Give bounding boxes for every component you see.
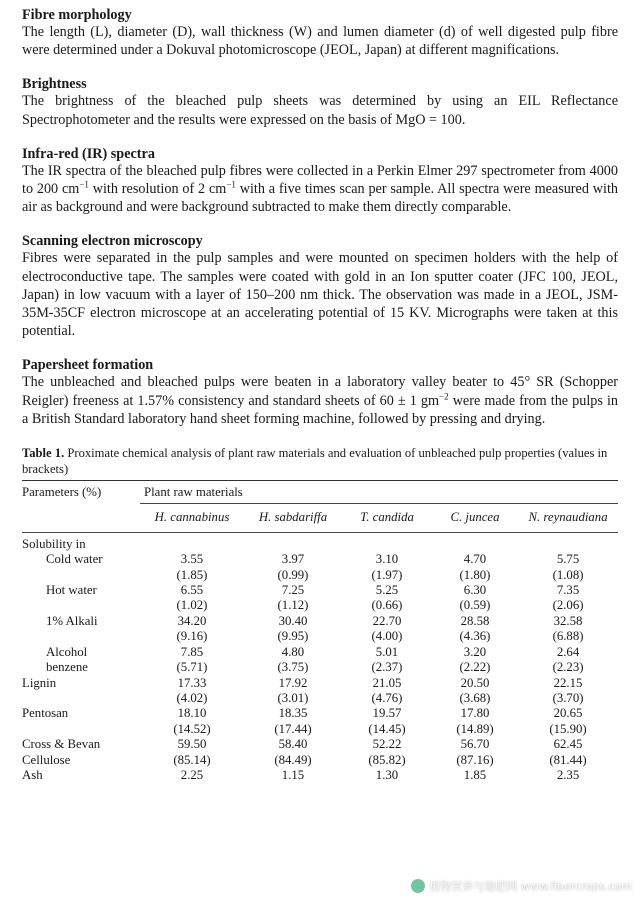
table-cell: 22.15: [553, 675, 583, 690]
species-header: H. sabdariffa: [258, 510, 328, 525]
table-cell: 7.85: [180, 644, 204, 659]
table-cell: 59.50: [177, 737, 207, 752]
table-row: [22, 629, 618, 644]
species-header: H. cannabinus: [154, 510, 230, 525]
table-cell: 5.75: [556, 552, 580, 567]
table-cell: 62.45: [553, 737, 583, 752]
table-cell: [518, 537, 618, 552]
table-cell: (15.90): [549, 721, 587, 736]
section: [22, 76, 618, 128]
table-cell: 2.35: [556, 767, 580, 782]
row-label: Ash: [22, 767, 43, 782]
table-cell: 28.58: [460, 613, 490, 628]
table-cell: (84.49): [274, 752, 312, 767]
table-group-header-row: [22, 481, 618, 500]
row-label: benzene: [46, 660, 88, 675]
table-cell: 7.35: [556, 583, 580, 598]
table-cell: 34.20: [177, 613, 207, 628]
table-cell: 18.10: [177, 706, 207, 721]
table-cell: [244, 537, 342, 552]
table-cell: 3.20: [463, 644, 487, 659]
table-group-underline-row: [22, 500, 618, 510]
table-cell: 4.80: [281, 644, 305, 659]
table-row: [22, 552, 618, 567]
row-label: [22, 691, 140, 706]
section-body: Fibres were separated in the pulp samples and were mounted on specimen holders with the help of electroconductive tape. The samples were coated with gold in an Ion sputter coater (JFC 100, JEOL, Japan) in low vacuum with a layer of 150–200 nm thick. The observation was made in a JEOL, JSM-35M-35CF electron microscope at an accelerating potential of 15 KV. Micrographs were taken at this potential.: [22, 250, 618, 340]
table-cell: 20.65: [553, 706, 583, 721]
species-header-row: [22, 510, 618, 525]
table-cell: (4.36): [459, 629, 491, 644]
table-cell: (3.70): [552, 690, 584, 705]
table-cell: 30.40: [278, 613, 308, 628]
table-cell: [432, 537, 518, 552]
row-label: Hot water: [46, 583, 97, 598]
table-row: [22, 753, 618, 768]
table-cell: [342, 537, 432, 552]
table-cell: (85.82): [368, 752, 406, 767]
table-cell: 56.70: [460, 737, 490, 752]
table-caption-text: Proximate chemical analysis of plant raw materials and evaluation of unbleached pulp properties (values in brackets): [22, 446, 608, 477]
table-row: [22, 737, 618, 752]
table-cell: (4.00): [371, 629, 403, 644]
row-label: Cold water: [46, 552, 103, 567]
table-row: [22, 676, 618, 691]
table-row: [22, 691, 618, 706]
methods-sections: [22, 7, 618, 428]
table-cell: 17.80: [460, 706, 490, 721]
section-heading: Scanning electron microscopy: [22, 233, 203, 250]
table-cell: 3.97: [281, 552, 305, 567]
table-cell: 4.70: [463, 552, 487, 567]
table-cell: (14.45): [368, 721, 406, 736]
leaf-logo-icon: [411, 879, 425, 893]
table-cell: (1.80): [459, 567, 491, 582]
watermark: [411, 878, 632, 894]
group-header: Plant raw materials: [144, 485, 243, 500]
table-cell: (2.06): [552, 598, 584, 613]
table-cell: (0.99): [277, 567, 309, 582]
row-label: [22, 568, 140, 583]
table-cell: (2.22): [459, 660, 491, 675]
table-cell: (4.76): [371, 690, 403, 705]
table-cell: 52.22: [372, 737, 402, 752]
row-label: Alcohol: [46, 644, 88, 659]
watermark-text: 植物营养与施肥网 www.fibercrops.com: [429, 880, 632, 893]
row-label: [22, 722, 140, 737]
table-cell: (2.23): [552, 660, 584, 675]
table-cell: 1.30: [375, 767, 399, 782]
table-cell: (9.16): [176, 629, 208, 644]
table-cell: (17.44): [274, 721, 312, 736]
table-cell: 5.25: [375, 583, 399, 598]
header-bottom-rule-row: [22, 526, 618, 537]
section-heading: Papersheet formation: [22, 357, 154, 374]
table-cell: (14.89): [456, 721, 494, 736]
row-label: Cellulose: [22, 752, 71, 767]
group-underline: [140, 503, 618, 504]
section: [22, 233, 618, 340]
table-cell: (0.59): [459, 598, 491, 613]
table-row: [22, 706, 618, 721]
table-cell: (87.16): [456, 752, 494, 767]
table-row: [22, 598, 618, 613]
section-body: The length (L), diameter (D), wall thickness (W) and lumen diameter (d) of well digested pulp fibre were determined under a Dokuval photomicroscope (JEOL, Japan) at different magnifications.: [22, 24, 618, 59]
table-cell: 3.10: [375, 552, 399, 567]
table-cell: [140, 537, 244, 552]
table-row: [22, 722, 618, 737]
table-caption-label: Table 1.: [22, 446, 65, 461]
table-cell: (3.68): [459, 690, 491, 705]
table-cell: (1.08): [552, 567, 584, 582]
table-cell: 2.25: [180, 767, 204, 782]
table-cell: 7.25: [281, 583, 305, 598]
table-cell: 20.50: [460, 675, 490, 690]
row-label: 1% Alkali: [46, 613, 98, 628]
table-cell: 18.35: [278, 706, 308, 721]
table-cell: 3.55: [180, 552, 204, 567]
species-header: N. reynaudiana: [528, 510, 608, 525]
table-cell: (5.71): [176, 660, 208, 675]
section-heading: Infra-red (IR) spectra: [22, 145, 155, 162]
section-heading: Fibre morphology: [22, 7, 132, 23]
table-caption: [22, 445, 618, 477]
table-cell: 58.40: [278, 737, 308, 752]
table-cell: 1.15: [281, 767, 305, 782]
table-cell: (3.75): [277, 660, 309, 675]
section: [22, 7, 618, 59]
table-row: [22, 614, 618, 629]
param-header: Parameters (%): [22, 485, 102, 500]
table-cell: (6.88): [552, 629, 584, 644]
section-heading: Brightness: [22, 76, 87, 93]
table-cell: (14.52): [173, 721, 211, 736]
table-cell: 2.64: [556, 644, 580, 659]
table-cell: (1.97): [371, 567, 403, 582]
table-cell: 21.05: [372, 675, 402, 690]
table-cell: (1.12): [277, 598, 309, 613]
table-row: [22, 583, 618, 598]
table-cell: 22.70: [372, 613, 402, 628]
row-label: [22, 629, 140, 644]
table-cell: 17.92: [278, 675, 308, 690]
section-body: The IR spectra of the bleached pulp fibres were collected in a Perkin Elmer 297 spectrometer from 4000 to 200 $cm^{-1}$ with resolution of 2 $cm^{-1}$ with a five times scan per sample. All spectra were measured with air as background and were background subtracted to make them directly comparable.: [22, 162, 618, 216]
table-cell: 32.58: [553, 613, 583, 628]
table-row: [22, 768, 618, 783]
species-header: T. candida: [360, 510, 414, 525]
table-cell: (2.37): [371, 660, 403, 675]
table-row: [22, 568, 618, 583]
table-cell: (1.85): [176, 567, 208, 582]
table-cell: (0.66): [371, 598, 403, 613]
table-row: [22, 660, 618, 675]
table-cell: 5.01: [375, 644, 399, 659]
table-cell: (9.95): [277, 629, 309, 644]
section: [22, 357, 618, 428]
table-cell: 19.57: [372, 706, 402, 721]
table-cell: 1.85: [463, 767, 487, 782]
header-bottom-rule: [22, 532, 618, 533]
table-cell: (81.44): [549, 752, 587, 767]
species-header: C. juncea: [450, 510, 500, 525]
table-cell: (1.02): [176, 598, 208, 613]
table-cell: 6.55: [180, 583, 204, 598]
row-label: Cross & Bevan: [22, 737, 101, 752]
table-cell: (3.01): [277, 690, 309, 705]
table-row: [22, 537, 618, 552]
table-cell: 17.33: [177, 675, 207, 690]
row-label: [22, 598, 140, 613]
section-body: The unbleached and bleached pulps were beaten in a laboratory valley beater to 45° SR (Schopper Reigler) freeness at 1.57% consistency and standard sheets of 60 ± 1 $gm^{-2}$ were made from the pulps in a British Standard laboratory hand sheet forming machine, followed by pressing and drying.: [22, 374, 618, 427]
section: [22, 146, 618, 217]
section-body: The brightness of the bleached pulp sheets was determined by using an EIL Reflectance Spectrophotometer and the results were expressed on the basis of MgO = 100.: [22, 93, 618, 128]
row-label: Lignin: [22, 675, 57, 690]
row-label: Solubility in: [22, 536, 86, 551]
row-label: Pentosan: [22, 706, 69, 721]
table-row: [22, 645, 618, 660]
table-cell: 6.30: [463, 583, 487, 598]
table-cell: (85.14): [173, 752, 211, 767]
table-cell: (4.02): [176, 690, 208, 705]
proximate-analysis-table: [22, 481, 618, 783]
